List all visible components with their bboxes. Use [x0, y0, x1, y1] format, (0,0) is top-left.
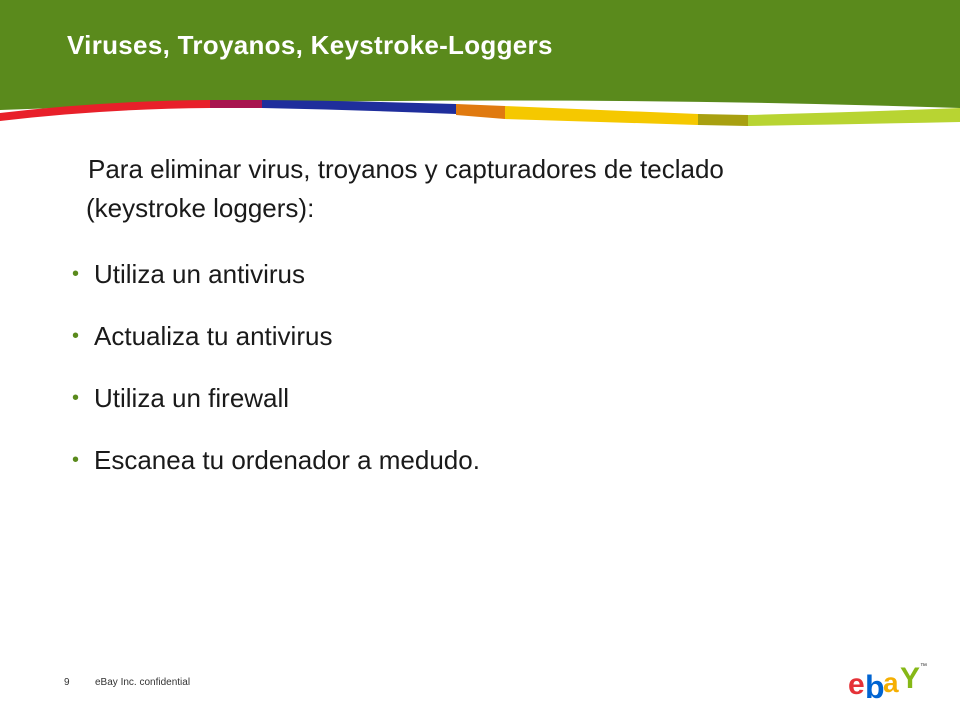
stripe-olive [698, 114, 748, 126]
stripe-orange [456, 104, 505, 119]
bullet-text: Actualiza tu antivirus [94, 321, 333, 351]
stripe-yellow [505, 106, 698, 125]
ebay-logo-icon [848, 658, 928, 704]
ebay-logo [848, 658, 928, 704]
header-banner [0, 0, 960, 130]
bullet-item [0, 317, 480, 379]
logo-trademark: ™ [920, 663, 927, 670]
stripe-magenta [210, 100, 262, 108]
bullet-text: Escanea tu ordenador a medudo. [94, 445, 480, 475]
stripe-blue [262, 100, 456, 114]
logo-letter-y: Y [900, 662, 921, 695]
bullet-text: Utiliza un antivirus [94, 259, 305, 289]
stripe-lime [748, 108, 960, 126]
bullet-list [0, 255, 480, 503]
intro-paragraph [88, 150, 888, 228]
bullet-dot-icon: • [72, 325, 80, 347]
bullet-item [0, 379, 480, 441]
bullet-item [0, 441, 480, 503]
bullet-dot-icon: • [72, 449, 80, 471]
bullet-text: Utiliza un firewall [94, 383, 290, 413]
page-number: 9 [64, 677, 70, 688]
bullet-dot-icon: • [72, 263, 80, 285]
confidential-notice: eBay Inc. confidential [95, 677, 191, 688]
logo-letter-a: a [883, 667, 899, 698]
bullet-item [0, 255, 480, 317]
bullet-dot-icon: • [72, 387, 80, 409]
logo-letter-b: b [865, 669, 885, 705]
intro-line-2: (keystroke loggers): [86, 193, 315, 223]
intro-line-1: Para eliminar virus, troyanos y capturadores de teclado [88, 154, 724, 184]
slide-title: Viruses, Troyanos, Keystroke-Loggers [67, 30, 553, 60]
logo-letter-e: e [848, 668, 865, 701]
